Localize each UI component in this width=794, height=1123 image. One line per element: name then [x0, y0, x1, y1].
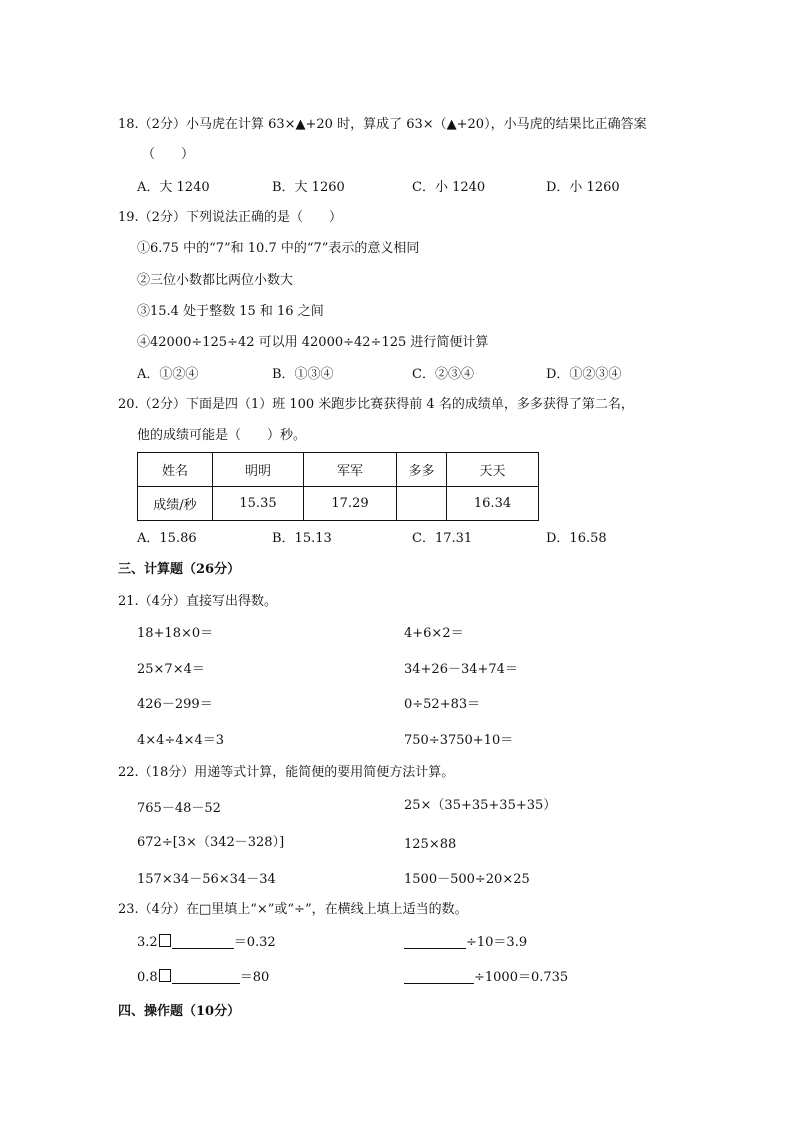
q19-option-d: D．①②③④ [546, 367, 622, 382]
q19-statement-1: ①6.75 中的“7”和 10.7 中的“7”表示的意义相同 [137, 241, 420, 256]
q22-right-1: 25×（35+35+35+35） [404, 798, 557, 813]
score-header-name: 姓名 [138, 453, 213, 487]
q23-item-1-suffix: ＝0.32 [233, 935, 276, 950]
score-junjun: 17.29 [304, 487, 397, 521]
q18-option-a: A．大 1240 [137, 180, 210, 195]
q21-left-1: 18+18×0＝ [137, 626, 214, 641]
q20-option-b: B．15.13 [272, 531, 332, 546]
score-table-header-row [138, 453, 539, 487]
q22-right-2: 125×88 [404, 837, 457, 852]
q22-stem: 22.（18分）用递等式计算，能简便的要用简便方法计算。 [118, 765, 455, 780]
q21-left-4: 4×4÷4×4＝3 [137, 733, 225, 748]
score-header-junjun: 军军 [304, 453, 397, 487]
q18-option-b: B．大 1260 [272, 180, 345, 195]
score-duoduo [397, 487, 447, 521]
q18-option-c: C．小 1240 [412, 180, 486, 195]
q23-item-1 [137, 934, 276, 952]
q19-statement-4: ④42000÷125÷42 可以用 42000÷42÷125 进行简便计算 [137, 335, 489, 350]
q23-item-3 [137, 969, 269, 987]
score-header-tiantian: 天天 [447, 453, 539, 487]
score-header-duoduo: 多多 [397, 453, 447, 487]
q20-option-c: C．17.31 [412, 531, 473, 546]
q19-option-c: C．②③④ [412, 367, 474, 382]
q20-score-table [137, 452, 539, 521]
q23-item-2 [404, 934, 527, 952]
q18-answer-paren: （ ） [142, 147, 195, 162]
q22-left-1: 765－48－52 [137, 801, 221, 816]
score-row-label: 成绩/秒 [138, 487, 213, 521]
score-tiantian: 16.34 [447, 487, 539, 521]
q19-option-b: B．①③④ [272, 367, 334, 382]
q20-option-d: D．16.58 [546, 531, 607, 546]
section-4-title: 四、操作题（10分） [118, 1004, 241, 1019]
q21-right-2: 34+26－34+74＝ [404, 662, 518, 677]
q19-statement-3: ③15.4 处于整数 15 和 16 之间 [137, 304, 324, 319]
score-mingming: 15.35 [213, 487, 304, 521]
q19-statement-2: ②三位小数都比两位小数大 [137, 273, 294, 288]
answer-blank[interactable] [404, 983, 474, 984]
q23-item-4 [404, 969, 568, 987]
q23-item-4-suffix: ÷1000＝0.735 [474, 970, 569, 985]
q23-item-1-prefix: 3.2 [137, 935, 158, 950]
section-3-title: 三、计算题（26分） [118, 562, 241, 577]
q23-item-3-suffix: ＝80 [239, 970, 270, 985]
score-header-mingming: 明明 [213, 453, 304, 487]
q21-left-2: 25×7×4＝ [137, 662, 205, 677]
q20-stem-line2: 他的成绩可能是（ ）秒。 [137, 428, 307, 443]
answer-blank[interactable] [172, 948, 234, 949]
answer-blank[interactable] [172, 983, 240, 984]
operator-box[interactable] [159, 934, 171, 947]
q19-option-a: A．①②④ [137, 367, 199, 382]
q21-right-3: 0÷52+83＝ [404, 697, 481, 712]
q21-right-4: 750÷3750+10＝ [404, 733, 514, 748]
q22-right-3: 1500－500÷20×25 [404, 872, 530, 887]
operator-box[interactable] [159, 969, 171, 982]
q18-stem: 18.（2分）小马虎在计算 63×▲+20 时，算成了 63×（▲+20），小马虎的结果比正确答案 [118, 117, 647, 132]
q22-left-3: 157×34－56×34－34 [137, 872, 276, 887]
q20-stem-line1: 20.（2分）下面是四（1）班 100 米跑步比赛获得前 4 名的成绩单，多多获得了第二名， [118, 397, 634, 412]
q23-stem: 23.（4分）在□里填上“×”或“÷”，在横线上填上适当的数。 [118, 902, 468, 917]
q23-item-2-suffix: ÷10＝3.9 [466, 935, 528, 950]
q20-option-a: A．15.86 [137, 531, 197, 546]
answer-blank[interactable] [404, 948, 466, 949]
q21-stem: 21.（4分）直接写出得数。 [118, 594, 277, 609]
score-table-value-row [138, 487, 539, 521]
q21-right-1: 4+6×2＝ [404, 626, 464, 641]
q19-stem: 19.（2分）下列说法正确的是（ ） [118, 210, 342, 225]
q21-left-3: 426－299＝ [137, 697, 213, 712]
q18-option-d: D．小 1260 [546, 180, 620, 195]
q22-left-2: 672÷[3×（342－328）] [137, 835, 285, 850]
q23-item-3-prefix: 0.8 [137, 970, 158, 985]
